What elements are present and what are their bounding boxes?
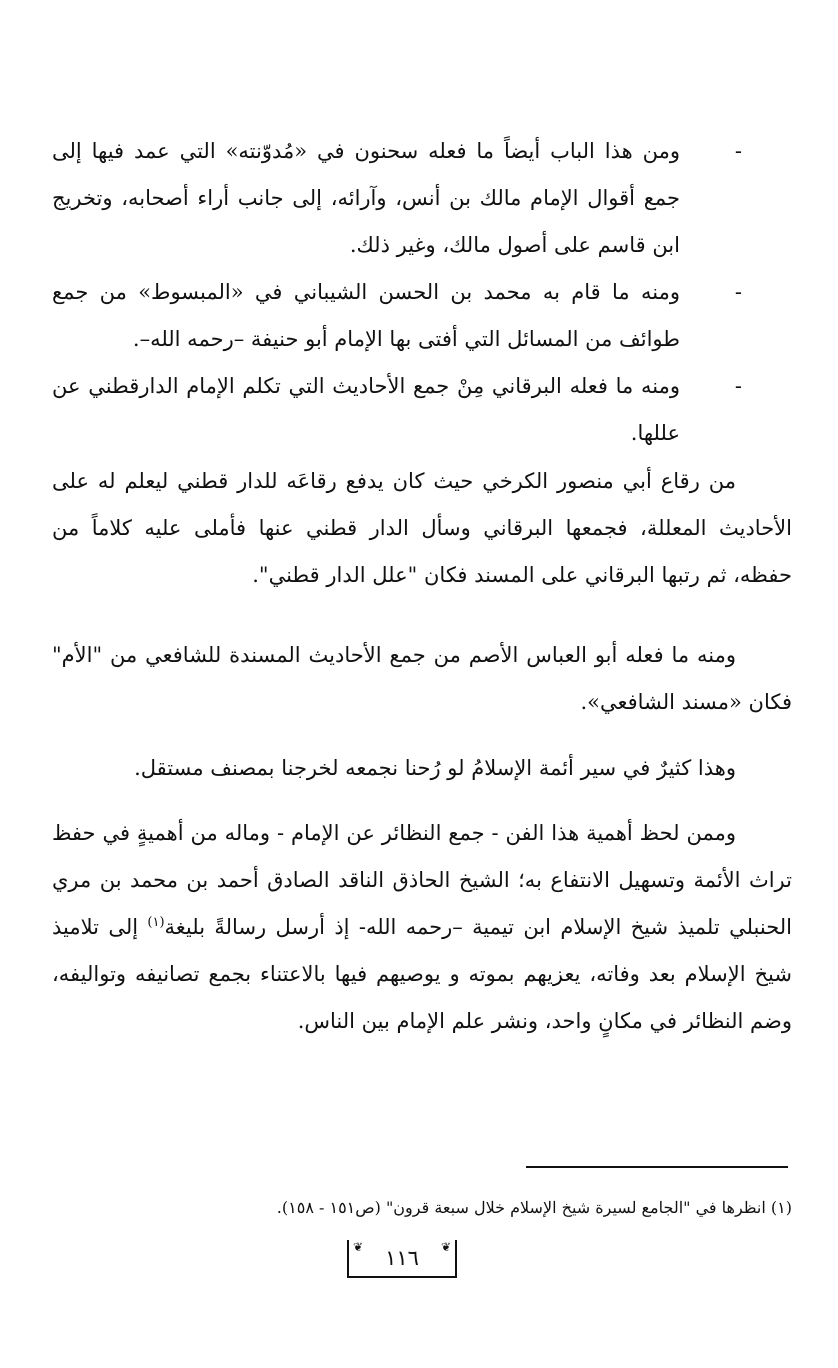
bullet-item (52, 128, 792, 269)
bullet-item (52, 269, 792, 363)
footnote-separator (526, 1166, 788, 1168)
page-number: ١١٦ (385, 1246, 419, 1270)
paragraph: وهذا كثيرٌ في سير أئمة الإسلامُ لو رُحنا نجمعه لخرجنا بمصنف مستقل. (134, 756, 736, 780)
footnote-reference[interactable]: (١) (147, 915, 165, 930)
bullet-text: ومنه ما قام به محمد بن الحسن الشيباني في «المبسوط» من جمع طوائف من المسائل التي أفتى بها الإمام أبو حنيفة –رحمه الله–. (52, 280, 680, 351)
bullet-marker: - (734, 374, 742, 398)
bullet-item (52, 363, 792, 457)
paragraph-text: إلى تلاميذ شيخ الإسلام بعد وفاته، يعزيهم بموته و يوصيهم فيها بالاعتناء بجمع تصانيفه وتواليفه، وضم النظائر في مكانٍ واحد، ونشر علم الإمام بين الناس. (52, 915, 792, 1033)
bullet-list (52, 128, 792, 457)
bullet-text: ومن هذا الباب أيضاً ما فعله سحنون في «مُدوّنته» التي عمد فيها إلى جمع أقوال الإمام مالك بن أنس، وآرائه، إلى جانب أراء أصحابه، وتخريج ابن قاسم على أصول مالك، وغير ذلك. (52, 139, 680, 257)
paragraph: من رقاع أبي منصور الكرخي حيث كان يدفع رقاعَه للدار قطني ليعلم له على الأحاديث المعللة، فجمعها البرقاني وسأل الدار قطني عنها فأملى عليه كلاماً من حفظه، ثم رتبها البرقاني على المسند فكان "علل الدار قطني". (52, 469, 792, 587)
footnote: (١) انظرها في "الجامع لسيرة شيخ الإسلام خلال سبعة قرون" (ص١٥١ - ١٥٨). (276, 1198, 792, 1217)
bullet-marker: - (734, 139, 742, 163)
bullet-marker: - (734, 280, 742, 304)
page-number-frame (347, 1240, 457, 1278)
ornament-icon: ❦ (353, 1240, 364, 1254)
ornament-icon: ❦ (440, 1240, 451, 1254)
bullet-text: ومنه ما فعله البرقاني مِنْ جمع الأحاديث التي تكلم الإمام الدارقطني عن عللها. (52, 374, 680, 445)
paragraph: ومنه ما فعله أبو العباس الأصم من جمع الأحاديث المسندة للشافعي من "الأم" فكان «مسند الشافعي». (52, 643, 792, 714)
paragraph-with-footnote (52, 810, 792, 1045)
paragraph-text: وممن لحظ أهمية هذا الفن - جمع النظائر عن الإمام - وماله من أهميةٍ في حفظ تراث الأئمة وتسهيل الانتفاع به؛ الشيخ الحاذق الناقد الصادق أحمد بن محمد بن مري الحنبلي تلميذ شيخ الإسلام ابن تيمية –رحمه الله- إذ أرسل رسالةً بليغة (52, 821, 792, 939)
